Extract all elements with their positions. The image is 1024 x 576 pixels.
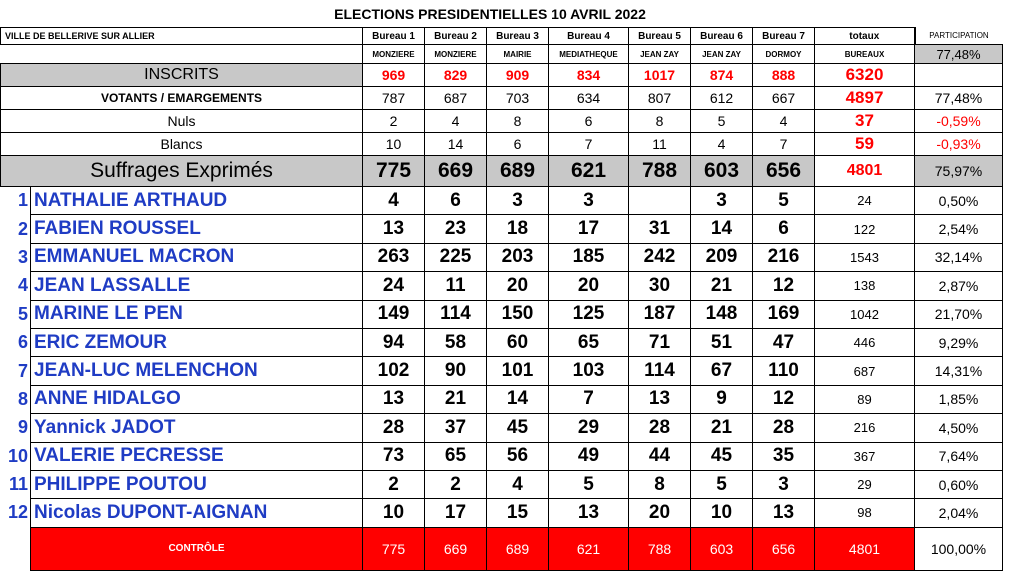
candidate-rank: 2 <box>17 218 28 239</box>
blancs-value: 4 <box>691 133 753 156</box>
votants-value: 687 <box>425 87 487 110</box>
blancs-value: 7 <box>753 133 815 156</box>
candidate-votes: 101 <box>487 357 549 385</box>
candidate-votes: 149 <box>363 300 425 328</box>
candidate-votes: 21 <box>691 414 753 442</box>
candidate-votes: 6 <box>753 215 815 243</box>
votants-value: 667 <box>753 87 815 110</box>
candidate-votes: 3 <box>549 187 629 215</box>
candidate-row <box>1 328 1003 356</box>
votants-value: 787 <box>363 87 425 110</box>
candidate-name: VALERIE PECRESSE <box>31 442 363 470</box>
totals-header: totaux <box>815 28 915 45</box>
votants-value: 703 <box>487 87 549 110</box>
candidate-total: 1042 <box>815 300 915 328</box>
candidate-votes: 148 <box>691 300 753 328</box>
participation-label: PARTICIPATION <box>915 28 1003 45</box>
controle-value: 621 <box>549 527 629 570</box>
candidate-votes: 28 <box>629 414 691 442</box>
candidate-votes <box>629 187 691 215</box>
candidate-total: 216 <box>815 414 915 442</box>
nuls-value: 8 <box>487 110 549 133</box>
inscrits-value: 1017 <box>629 64 691 87</box>
bureau-location: DORMOY <box>753 45 815 64</box>
bureau-location: MONZIERE <box>425 45 487 64</box>
commune-label: VILLE DE BELLERIVE SUR ALLIER <box>1 28 363 45</box>
candidate-votes: 209 <box>691 243 753 271</box>
candidate-votes: 169 <box>753 300 815 328</box>
candidate-votes: 3 <box>753 470 815 498</box>
candidate-row <box>1 187 1003 215</box>
exprimes-label: Suffrages Exprimés <box>1 156 363 187</box>
candidate-votes: 60 <box>487 328 549 356</box>
candidate-pct: 2,54% <box>915 215 1003 243</box>
candidate-rank: 6 <box>17 332 28 353</box>
candidate-votes: 114 <box>425 300 487 328</box>
nuls-value: 4 <box>753 110 815 133</box>
candidate-votes: 242 <box>629 243 691 271</box>
bureau-header: Bureau 1 <box>363 28 425 45</box>
candidate-name: JEAN-LUC MELENCHON <box>31 357 363 385</box>
candidate-votes: 5 <box>753 187 815 215</box>
candidate-votes: 37 <box>425 414 487 442</box>
nuls-label: Nuls <box>1 110 363 133</box>
candidate-votes: 263 <box>363 243 425 271</box>
candidate-votes: 225 <box>425 243 487 271</box>
nuls-row <box>1 110 1003 133</box>
candidate-total: 89 <box>815 385 915 413</box>
candidate-votes: 73 <box>363 442 425 470</box>
candidate-votes: 13 <box>363 215 425 243</box>
controle-value: 603 <box>691 527 753 570</box>
candidate-rank: 1 <box>17 190 28 211</box>
blancs-value: 10 <box>363 133 425 156</box>
candidate-votes: 17 <box>549 215 629 243</box>
candidate-rank: 9 <box>17 417 28 438</box>
candidate-votes: 44 <box>629 442 691 470</box>
bureau-header: Bureau 2 <box>425 28 487 45</box>
bureau-location: MONZIERE <box>363 45 425 64</box>
candidate-votes: 7 <box>549 385 629 413</box>
candidate-name: JEAN LASSALLE <box>31 272 363 300</box>
blancs-row <box>1 133 1003 156</box>
candidate-total: 367 <box>815 442 915 470</box>
candidate-votes: 45 <box>691 442 753 470</box>
blancs-label: Blancs <box>1 133 363 156</box>
candidate-votes: 28 <box>363 414 425 442</box>
nuls-value: 8 <box>629 110 691 133</box>
inscrits-value: 909 <box>487 64 549 87</box>
candidate-name: Yannick JADOT <box>31 414 363 442</box>
candidate-votes: 12 <box>753 272 815 300</box>
exprimes-total: 4801 <box>815 156 915 187</box>
candidate-total: 1543 <box>815 243 915 271</box>
candidate-votes: 11 <box>425 272 487 300</box>
candidate-votes: 18 <box>487 215 549 243</box>
votants-pct: 77,48% <box>915 87 1003 110</box>
inscrits-value: 874 <box>691 64 753 87</box>
candidate-total: 29 <box>815 470 915 498</box>
candidate-votes: 47 <box>753 328 815 356</box>
bureau-header: Bureau 3 <box>487 28 549 45</box>
inscrits-total: 6320 <box>815 64 915 87</box>
candidate-votes: 5 <box>691 470 753 498</box>
candidate-name: EMMANUEL MACRON <box>31 243 363 271</box>
candidate-votes: 13 <box>753 499 815 527</box>
nuls-value: 5 <box>691 110 753 133</box>
exprimes-row <box>1 156 1003 187</box>
candidate-pct: 9,29% <box>915 328 1003 356</box>
candidate-votes: 90 <box>425 357 487 385</box>
results-table <box>0 27 1003 571</box>
candidate-pct: 0,50% <box>915 187 1003 215</box>
blancs-value: 7 <box>549 133 629 156</box>
candidate-votes: 58 <box>425 328 487 356</box>
candidate-votes: 3 <box>487 187 549 215</box>
votants-value: 612 <box>691 87 753 110</box>
controle-value: 788 <box>629 527 691 570</box>
candidate-row <box>1 499 1003 527</box>
candidate-votes: 102 <box>363 357 425 385</box>
candidate-votes: 67 <box>691 357 753 385</box>
candidate-votes: 71 <box>629 328 691 356</box>
inscrits-value: 829 <box>425 64 487 87</box>
candidate-votes: 10 <box>363 499 425 527</box>
inscrits-value: 888 <box>753 64 815 87</box>
controle-total: 4801 <box>815 527 915 570</box>
bureau-location: JEAN ZAY <box>691 45 753 64</box>
exprimes-pct: 75,97% <box>915 156 1003 187</box>
bureau-header: Bureau 7 <box>753 28 815 45</box>
candidate-rank: 7 <box>17 360 28 381</box>
candidate-total: 446 <box>815 328 915 356</box>
blancs-value: 6 <box>487 133 549 156</box>
candidate-votes: 8 <box>629 470 691 498</box>
votants-value: 807 <box>629 87 691 110</box>
candidate-votes: 13 <box>549 499 629 527</box>
participation-value: 77,48% <box>915 45 1003 64</box>
nuls-value: 2 <box>363 110 425 133</box>
candidate-votes: 56 <box>487 442 549 470</box>
candidate-pct: 4,50% <box>915 414 1003 442</box>
candidate-votes: 12 <box>753 385 815 413</box>
candidate-name: ERIC ZEMOUR <box>31 328 363 356</box>
candidate-row <box>1 215 1003 243</box>
candidate-votes: 5 <box>549 470 629 498</box>
exprimes-value: 775 <box>363 156 425 187</box>
nuls-total: 37 <box>815 110 915 133</box>
candidate-rank: 11 <box>8 474 28 495</box>
blancs-value: 11 <box>629 133 691 156</box>
candidate-votes: 2 <box>363 470 425 498</box>
totals-sub-header: BUREAUX <box>815 45 915 64</box>
candidate-votes: 21 <box>691 272 753 300</box>
empty-cell <box>1 527 31 570</box>
votants-row <box>1 87 1003 110</box>
bureau-header: Bureau 6 <box>691 28 753 45</box>
empty-cell <box>915 64 1003 87</box>
exprimes-value: 669 <box>425 156 487 187</box>
candidate-total: 24 <box>815 187 915 215</box>
bureau-location: MEDIATHEQUE <box>549 45 629 64</box>
candidate-votes: 28 <box>753 414 815 442</box>
inscrits-value: 834 <box>549 64 629 87</box>
candidate-name: FABIEN ROUSSEL <box>31 215 363 243</box>
candidate-total: 122 <box>815 215 915 243</box>
candidate-votes: 21 <box>425 385 487 413</box>
candidate-row <box>1 442 1003 470</box>
nuls-value: 4 <box>425 110 487 133</box>
candidate-votes: 3 <box>691 187 753 215</box>
candidate-pct: 14,31% <box>915 357 1003 385</box>
candidate-pct: 2,87% <box>915 272 1003 300</box>
candidate-votes: 2 <box>425 470 487 498</box>
candidate-votes: 51 <box>691 328 753 356</box>
candidate-votes: 187 <box>629 300 691 328</box>
candidate-votes: 14 <box>691 215 753 243</box>
controle-value: 689 <box>487 527 549 570</box>
bureau-location: JEAN ZAY <box>629 45 691 64</box>
candidate-row <box>1 385 1003 413</box>
candidate-votes: 23 <box>425 215 487 243</box>
bureau-header: Bureau 4 <box>549 28 629 45</box>
candidate-pct: 2,04% <box>915 499 1003 527</box>
votants-value: 634 <box>549 87 629 110</box>
location-row <box>1 45 1003 64</box>
candidate-rank: 3 <box>17 246 28 267</box>
exprimes-value: 689 <box>487 156 549 187</box>
controle-value: 775 <box>363 527 425 570</box>
candidate-row <box>1 357 1003 385</box>
candidate-votes: 103 <box>549 357 629 385</box>
votants-total: 4897 <box>815 87 915 110</box>
nuls-value: 6 <box>549 110 629 133</box>
candidate-votes: 13 <box>629 385 691 413</box>
bureau-header: Bureau 5 <box>629 28 691 45</box>
candidate-votes: 13 <box>363 385 425 413</box>
candidate-pct: 0,60% <box>915 470 1003 498</box>
controle-pct: 100,00% <box>915 527 1003 570</box>
candidate-rank: 4 <box>17 275 28 296</box>
page-title: ELECTIONS PRESIDENTIELLES 10 AVRIL 2022 <box>334 6 646 22</box>
candidate-votes: 14 <box>487 385 549 413</box>
candidate-row <box>1 243 1003 271</box>
exprimes-value: 656 <box>753 156 815 187</box>
blancs-pct: -0,93% <box>915 133 1003 156</box>
candidate-total: 138 <box>815 272 915 300</box>
candidate-votes: 10 <box>691 499 753 527</box>
candidate-name: NATHALIE ARTHAUD <box>31 187 363 215</box>
controle-row <box>1 527 1003 570</box>
inscrits-label: INSCRITS <box>1 64 363 87</box>
candidate-votes: 31 <box>629 215 691 243</box>
candidate-votes: 20 <box>629 499 691 527</box>
controle-value: 669 <box>425 527 487 570</box>
candidate-votes: 17 <box>425 499 487 527</box>
candidate-votes: 94 <box>363 328 425 356</box>
candidate-pct: 1,85% <box>915 385 1003 413</box>
blancs-total: 59 <box>815 133 915 156</box>
candidate-votes: 49 <box>549 442 629 470</box>
candidate-total: 687 <box>815 357 915 385</box>
candidate-votes: 185 <box>549 243 629 271</box>
exprimes-value: 603 <box>691 156 753 187</box>
inscrits-value: 969 <box>363 64 425 87</box>
exprimes-value: 621 <box>549 156 629 187</box>
candidate-name: Nicolas DUPONT-AIGNAN <box>31 499 363 527</box>
candidate-votes: 15 <box>487 499 549 527</box>
controle-label: CONTRÔLE <box>31 527 363 570</box>
candidate-rank: 5 <box>17 303 28 324</box>
candidate-votes: 9 <box>691 385 753 413</box>
votants-label: VOTANTS / EMARGEMENTS <box>1 87 363 110</box>
candidate-votes: 30 <box>629 272 691 300</box>
candidate-votes: 114 <box>629 357 691 385</box>
blancs-value: 14 <box>425 133 487 156</box>
controle-value: 656 <box>753 527 815 570</box>
candidate-rank: 8 <box>17 388 28 409</box>
candidate-name: PHILIPPE POUTOU <box>31 470 363 498</box>
candidate-name: ANNE HIDALGO <box>31 385 363 413</box>
bureau-location: MAIRIE <box>487 45 549 64</box>
candidate-votes: 20 <box>549 272 629 300</box>
candidate-votes: 24 <box>363 272 425 300</box>
candidate-votes: 65 <box>425 442 487 470</box>
candidate-votes: 216 <box>753 243 815 271</box>
candidate-pct: 7,64% <box>915 442 1003 470</box>
candidate-row <box>1 470 1003 498</box>
candidate-pct: 21,70% <box>915 300 1003 328</box>
candidate-votes: 110 <box>753 357 815 385</box>
candidate-total: 98 <box>815 499 915 527</box>
candidate-votes: 4 <box>487 470 549 498</box>
candidate-votes: 6 <box>425 187 487 215</box>
candidate-rank: 12 <box>7 502 28 523</box>
inscrits-row <box>1 64 1003 87</box>
candidate-name: MARINE LE PEN <box>31 300 363 328</box>
header-row <box>1 28 1003 45</box>
candidate-rank: 10 <box>7 445 28 466</box>
candidate-votes: 150 <box>487 300 549 328</box>
candidate-votes: 45 <box>487 414 549 442</box>
candidate-row <box>1 414 1003 442</box>
candidate-votes: 4 <box>363 187 425 215</box>
candidate-row <box>1 272 1003 300</box>
candidate-votes: 65 <box>549 328 629 356</box>
candidate-votes: 29 <box>549 414 629 442</box>
candidate-votes: 203 <box>487 243 549 271</box>
candidate-votes: 35 <box>753 442 815 470</box>
candidate-votes: 125 <box>549 300 629 328</box>
candidate-pct: 32,14% <box>915 243 1003 271</box>
exprimes-value: 788 <box>629 156 691 187</box>
nuls-pct: -0,59% <box>915 110 1003 133</box>
candidate-votes: 20 <box>487 272 549 300</box>
candidate-row <box>1 300 1003 328</box>
